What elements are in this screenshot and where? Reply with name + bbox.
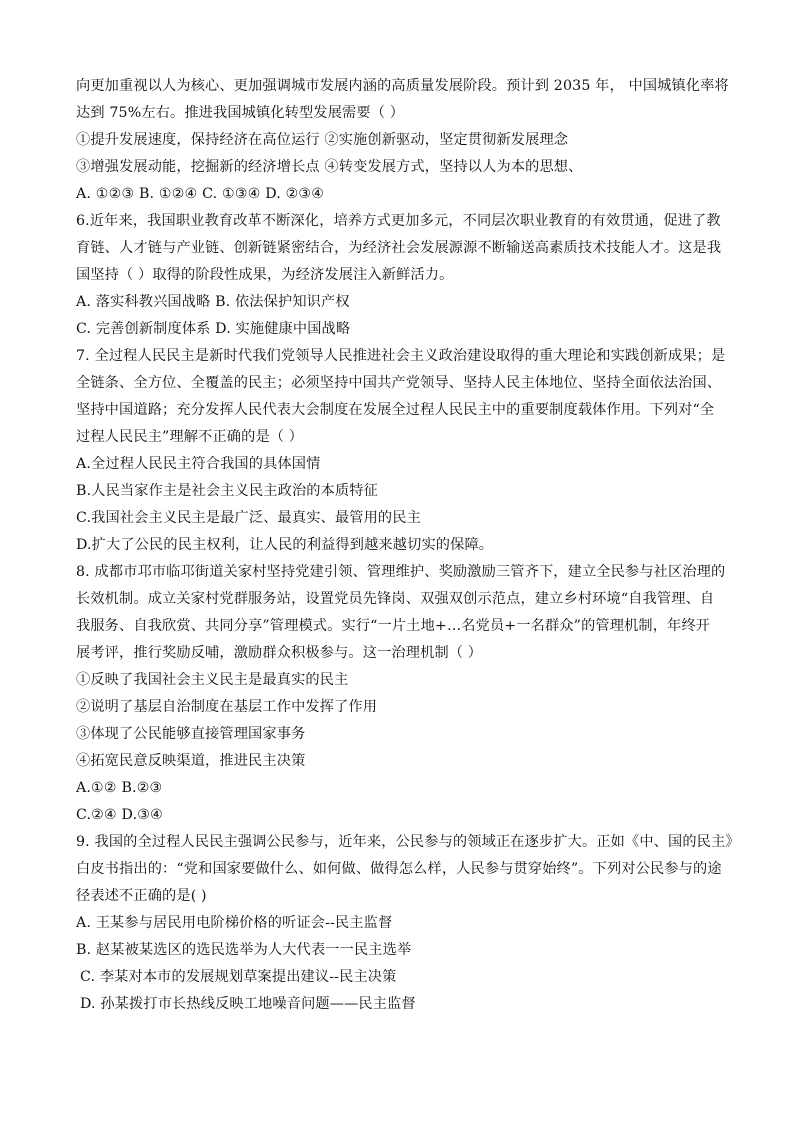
question-6: 6.近年来，我国职业教育改革不断深化，培养方式更加多元，不同层次职业教育的有效贯通，促进了教 — [76, 213, 721, 229]
text-line: 展考评，推行奖励反哺，激励群众积极参与。这一治理机制（ ） — [76, 645, 483, 661]
text-line: ①提升发展速度，保持经济在高位运行 ②实施创新驱动，坚定贯彻新发展理念 — [76, 132, 569, 148]
option-c: C. 李某对本市的发展规划草案提出建议--民主决策 — [80, 969, 397, 985]
option-a: A. 王某参与居民用电阶梯价格的听证会--民主监督 — [76, 915, 393, 931]
text-line: 长效机制。成立关家村党群服务站，设置党员先锋岗、双强双创示范点，建立乡村环境“自我管理、自 — [76, 591, 715, 607]
option-row: A.①② B.②③ — [76, 780, 163, 796]
statement-4: ④拓宽民意反映渠道，推进民主决策 — [76, 753, 306, 769]
text-line: 育链、人才链与产业链、创新链紧密结合，为经济社会发展源源不断输送高素质技术技能人才。这是我 — [76, 240, 722, 256]
option-row: C. 完善创新制度体系 D. 实施健康中国战略 — [76, 321, 351, 337]
option-row: C.②④ D.③④ — [76, 807, 163, 823]
text-line: 向更加重视以人为核心、更加强调城市发展内涵的高质量发展阶段。预计到 2035 年， 中国城镇化率将 — [76, 78, 729, 94]
text-line: 我服务、自我欣赏、共同分享”管理模式。实行“一片土地+…名党员+一名群众”的管理机制，年终开 — [76, 618, 711, 634]
option-a: A.全过程人民民主符合我国的具体国情 — [76, 456, 321, 472]
text-line: 坚持中国道路；充分发挥人民代表大会制度在发展全过程人民民主中的重要制度载体作用。下列对“全 — [76, 402, 715, 418]
text-line: ③增强发展动能，挖掘新的经济增长点 ④转变发展方式，坚持以人为本的思想、 — [76, 159, 583, 175]
text-line: 过程人民民主”理解不正确的是（ ） — [76, 429, 304, 445]
text-line: 国坚持（ ）取得的阶段性成果，为经济发展注入新鲜活力。 — [76, 267, 454, 283]
statement-2: ②说明了基层自治制度在基层工作中发挥了作用 — [76, 699, 378, 715]
text-line: 达到 75%左右。推进我国城镇化转型发展需要（ ） — [76, 105, 405, 121]
text-line: 白皮书指出的：“党和国家要做什么、如何做、做得怎么样，人民参与贯穿始终”。下列对公民参与的途 — [76, 861, 722, 877]
answer-options: A. ①②③ B. ①②④ C. ①③④ D. ②③④ — [76, 186, 325, 202]
option-d: D. 孙某拨打市长热线反映工地噪音问题——民主监督 — [80, 996, 416, 1012]
option-row: A. 落实科教兴国战略 B. 依法保护知识产权 — [76, 294, 350, 310]
text-line: 径表述不正确的是( ) — [76, 888, 207, 904]
option-b: B.人民当家作主是社会主义民主政治的本质特征 — [76, 483, 378, 499]
option-d: D.扩大了公民的民主权利，让人民的利益得到越来越切实的保障。 — [76, 537, 494, 553]
option-c: C.我国社会主义民主是最广泛、最真实、最管用的民主 — [76, 510, 421, 526]
text-line: 全链条、全方位、全覆盖的民主；必须坚持中国共产党领导、坚持人民主体地位、坚持全面依法治国、 — [76, 375, 722, 391]
statement-3: ③体现了公民能够直接管理国家事务 — [76, 726, 306, 742]
question-9: 9. 我国的全过程人民民主强调公民参与，近年来，公民参与的领域正在逐步扩大。正如《中、国的民主》 — [76, 834, 740, 850]
question-7: 7. 全过程人民民主是新时代我们党领导人民推进社会主义政治建设取得的重大理论和实践创新成果；是 — [76, 348, 726, 364]
statement-1: ①反映了我国社会主义民主是最真实的民主 — [76, 672, 349, 688]
option-b: B. 赵某被某选区的选民选举为人大代表一一民主选举 — [76, 942, 412, 958]
question-8: 8. 成都市邛市临邛街道关家村坚持党建引领、管理维护、奖励激励三管齐下，建立全民参与社区治理的 — [76, 564, 726, 580]
